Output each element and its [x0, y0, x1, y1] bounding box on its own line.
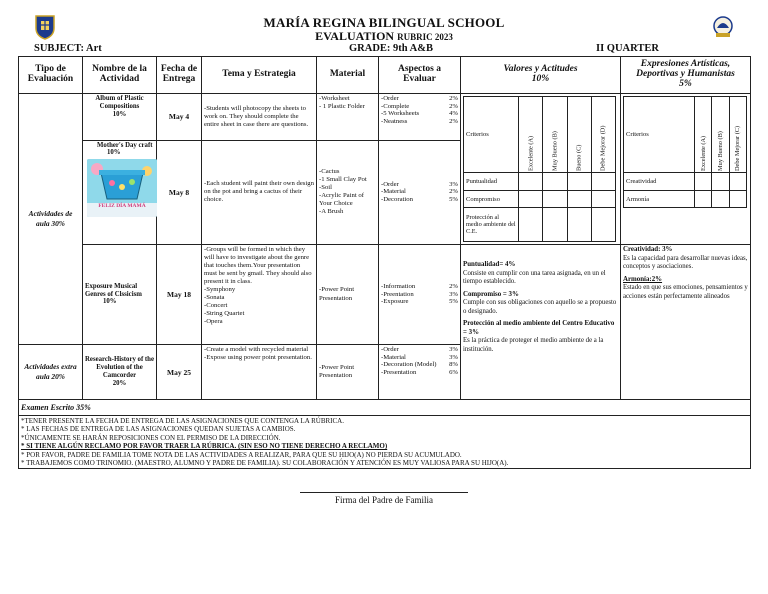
col-aspectos: Aspectos a Evaluar: [379, 57, 461, 94]
col-valores: Valores y Actitudes 10%: [461, 57, 621, 94]
activity-aspects: -Order 2% -Complete 2% -5 Worksheets 4% -Neatness 2%: [379, 94, 461, 141]
activity-material: -Cactus -1 Small Clay Pot -Soil -Acrylic Paint of Your Choice -A Brush: [317, 140, 379, 244]
activity-date: May 8: [157, 140, 202, 244]
col-material: Material: [317, 57, 379, 94]
activity-aspects: -Order 3% -Material 2% -Decoration 5%: [379, 140, 461, 244]
activity-aspects: -Order 3% -Material 3% -Decoration (Model) 8% -Presentation 6%: [379, 345, 461, 400]
col-tipo: Tipo de Evaluación: [19, 57, 83, 94]
col-expresiones: Expresiones Artísticas, Deportivas y Humanistas 5%: [621, 57, 751, 94]
scale-label: Debe Mejorar (C): [729, 97, 746, 173]
grade-label: GRADE: 9th A&B: [349, 43, 434, 54]
activity-material: -Power Point Presentation: [317, 245, 379, 345]
scale-label: Bueno (C): [567, 97, 591, 173]
activity-date: May 25: [157, 345, 202, 400]
rubric-table: [18, 56, 751, 469]
criterion-row: Armonía: [624, 191, 695, 208]
expresiones-grid: [623, 96, 747, 208]
note: * TRABAJEMOS COMO TRINOMIO. (MAESTRO, ALUMNO Y PADRE DE FAMILIA). SU COLABORACIÓN Y ATENCIÓN ES MUY VALIOSA PARA SU HIJO(A).: [21, 458, 509, 467]
group-aula: Actividades de aula 30%: [19, 94, 83, 345]
school-name: MARÍA REGINA BILINGUAL SCHOOL: [263, 15, 505, 30]
col-tema: Tema y Estrategia: [202, 57, 317, 94]
note: *TENER PRESENTE LA FECHA DE ENTREGA DE LAS ASIGNACIONES QUE CONTENGA LA RÚBRICA.: [21, 417, 344, 425]
note: *ÚNICAMENTE SE HARÁN REPOSICIONES CON EL PERMISO DE LA DIRECCIÓN.: [21, 433, 281, 442]
activity-tema: -Groups will be formed in which they will have to investigate about the genre that touches them.Your presentation must be sent by gmail. They should also present it in class. -Symphony -Sonata -Concert -String Quartet -Opera: [202, 245, 317, 345]
activity-tema: -Each student will paint their own design on the pot and bring a cactus of their choice.: [202, 140, 317, 244]
activity-date: May 4: [157, 94, 202, 141]
valores-grid: [463, 96, 616, 242]
activity-material: -Power Point Presentation: [317, 345, 379, 400]
activity-name: Mother's Day craft 10% FELIZ DÍA MAMÁ: [83, 140, 157, 244]
col-fecha: Fecha de Entrega: [157, 57, 202, 94]
activity-aspects: -Information 2% -Preentation 3% -Exposure 5%: [379, 245, 461, 345]
subject-label: SUBJECT: Art: [34, 43, 102, 54]
valores-grid-cell: [461, 94, 621, 245]
note: * SI TIENE ALGÚN RECLAMO POR FAVOR TRAER LA RÚBRICA. (SIN ESO NO TIENE DERECHO A RECLAMO): [21, 442, 388, 451]
signature-line: [300, 492, 468, 493]
activity-tema: -Create a model with recycled material -Expose using power point presentation.: [202, 345, 317, 400]
valores-criterios: Criterios: [464, 97, 519, 173]
activity-name: Research-History of the Evolution of the Camcorder 20%: [83, 345, 157, 400]
scale-label: Excelente (A): [695, 97, 712, 173]
scale-label: Muy Bueno (B): [712, 97, 729, 173]
activity-name: Album of Plastic Compositions 10%: [83, 94, 157, 141]
evaluation-title: EVALUATION RUBRIC 2023: [315, 29, 453, 43]
expresiones-grid-cell: [621, 94, 751, 245]
note: * LAS FECHAS DE ENTREGA DE LAS ASIGNACIONES QUEDAN SUJETAS A CAMBIOS.: [21, 425, 296, 434]
craft-caption: FELIZ DÍA MAMÁ: [98, 203, 146, 210]
examen-row: Examen Escrito 35%: [19, 400, 751, 416]
criterion-row: Puntualidad: [464, 173, 519, 191]
activity-name: Exposure Musical Genres of Clssicism 10%: [83, 245, 157, 345]
criterion-row: Creatividad: [624, 173, 695, 191]
expresiones-criterios: Criterios: [624, 97, 695, 173]
signature-label: Firma del Padre de Familia: [335, 495, 433, 505]
col-nombre: Nombre de la Actividad: [83, 57, 157, 94]
note: * POR FAVOR, PADRE DE FAMILIA TOME NOTA DE LAS ACTIVIDADES A REALIZAR, PARA QUE SU HIJO(A) NO PIERDA SU ACUMULADO.: [21, 450, 462, 459]
expresiones-descriptions: Creatividad: 3% Es la capacidad para desarrollar nuevas ideas, conceptos y asociaciones. Armonía:2% Estado en que sus emociones, pensamientos y acciones están perfectamente alineados: [621, 245, 751, 400]
scale-label: Muy Bueno (B): [543, 97, 567, 173]
activity-material: -Worksheet - 1 Plastic Folder: [317, 94, 379, 141]
quarter-label: II QUARTER: [596, 43, 659, 54]
scale-label: Debe Mejorar (D): [591, 97, 615, 173]
group-extra: Actividades extra aula 20%: [19, 345, 83, 400]
valores-descriptions: Puntualidad= 4% Consiste en cumplir con una tarea asignada, en un el tiempo establecido. Compromiso = 3% Cumple con sus obligaciones con aquello se a propuesto o designado. Protección al medio ambiente del Centro Educativo = 3% Es la práctica de proteger el medio ambiente de a la institución.: [461, 245, 621, 400]
criterion-row: Protección al medio ambiente del C.E.: [464, 208, 519, 242]
scale-label: Excelente (A): [519, 97, 543, 173]
notes-block: [19, 416, 751, 469]
mothers-day-craft-image: [87, 159, 157, 217]
activity-date: May 18: [157, 245, 202, 345]
criterion-row: Compromiso: [464, 191, 519, 208]
activity-tema: -Students will photocopy the sheets to work on. They should complete the entire sheet in case there are questions.: [202, 94, 317, 141]
